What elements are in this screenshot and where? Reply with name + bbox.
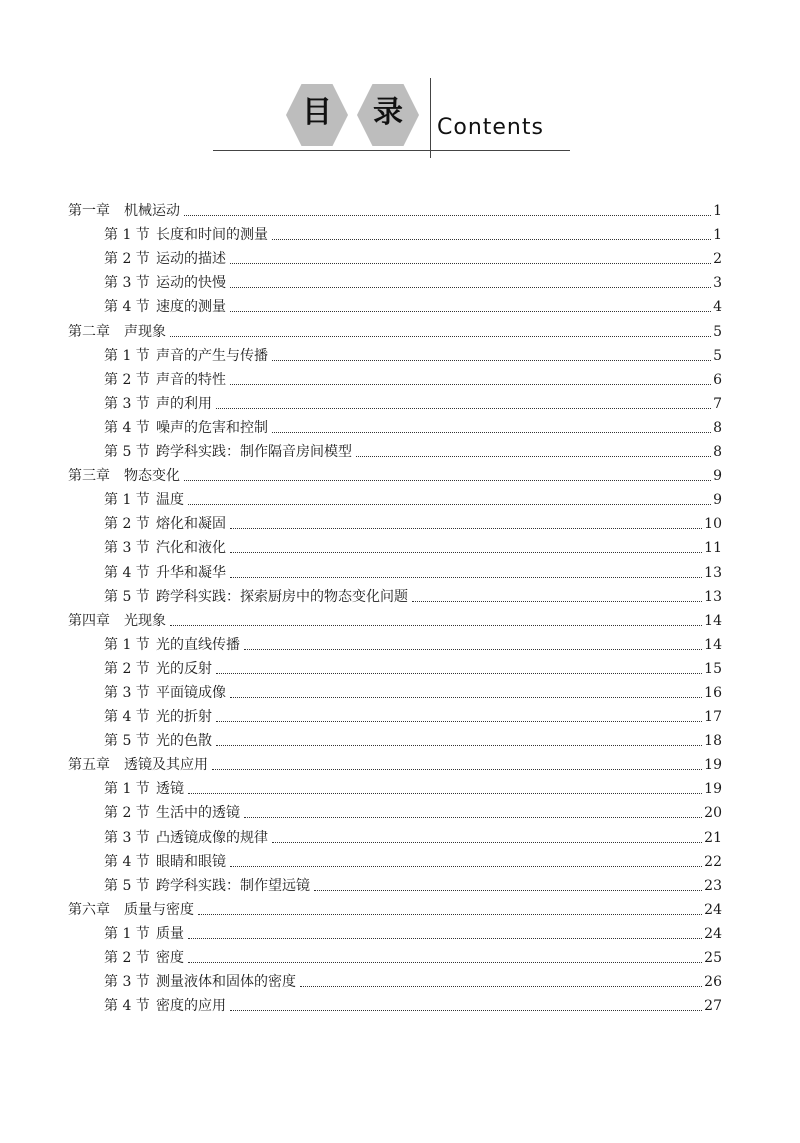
toc-entry-label: 第 4 节: [104, 709, 150, 726]
dot-leader: [216, 408, 711, 409]
dot-leader: [184, 480, 711, 481]
toc-entry-label: 第 3 节: [104, 540, 150, 557]
toc-section-row[interactable]: [68, 919, 722, 943]
toc-page-number: 18: [704, 733, 722, 750]
toc-section-row[interactable]: [68, 798, 722, 822]
toc-entry-title: 运动的快慢: [156, 275, 226, 292]
toc-entry-title: 熔化和凝固: [156, 516, 226, 533]
toc-entry-title: 密度: [156, 950, 184, 966]
toc-entry-label: 第 3 节: [104, 395, 150, 412]
toc-entry-title: 光的反射: [156, 660, 212, 677]
toc-entry-label: 第 2 节: [104, 950, 150, 966]
toc-page-number: 23: [704, 877, 722, 894]
toc-entry-title: 声的利用: [156, 395, 212, 412]
dot-leader: [272, 842, 702, 843]
toc-section-row[interactable]: [68, 726, 722, 750]
toc-section-row[interactable]: [68, 437, 722, 461]
toc-section-row[interactable]: [68, 991, 722, 1015]
toc-section-row[interactable]: [68, 365, 722, 389]
toc-page-number: 25: [704, 950, 722, 966]
toc-entry-label: 第 2 节: [104, 371, 150, 388]
toc-page-number: 19: [704, 757, 722, 774]
toc-page-number: 24: [704, 925, 722, 942]
dot-leader: [412, 601, 702, 602]
dot-leader: [300, 986, 702, 987]
toc-page-number: 3: [713, 275, 722, 292]
toc-section-row[interactable]: [68, 630, 722, 654]
toc-section-row[interactable]: [68, 774, 722, 798]
toc-entry-label: 第 3 节: [104, 275, 150, 292]
dot-leader: [230, 552, 702, 553]
contents-heading: Contents: [437, 115, 544, 140]
toc-entry-title: 生活中的透镜: [156, 805, 240, 822]
dot-leader: [230, 577, 702, 578]
toc-entry-title: 声音的特性: [156, 371, 226, 388]
toc-page-number: 22: [704, 853, 722, 870]
toc-entry-label: 第 5 节: [104, 877, 150, 894]
toc-page-number: 7: [713, 395, 722, 412]
dot-leader: [230, 384, 711, 385]
toc-chapter-row[interactable]: [68, 895, 722, 919]
dot-leader: [216, 721, 702, 722]
dot-leader: [170, 336, 711, 337]
toc-section-row[interactable]: [68, 413, 722, 437]
toc-entry-title: 跨学科实践：制作隔音房间模型: [156, 444, 352, 461]
toc-entry-title: 声音的产生与传播: [156, 347, 268, 364]
toc-entry-label: 第一章: [68, 203, 110, 220]
toc-page-number: 27: [704, 998, 722, 1015]
dot-leader: [188, 793, 702, 794]
toc-section-row[interactable]: [68, 341, 722, 365]
toc-entry-title: 光的折射: [156, 709, 212, 726]
toc-entry-label: 第 5 节: [104, 588, 150, 605]
toc-entry-label: 第 4 节: [104, 299, 150, 316]
toc-entry-title: 物态变化: [124, 468, 180, 485]
toc-entry-label: 第 5 节: [104, 733, 150, 750]
toc-entry-label: 第 1 节: [104, 781, 150, 798]
toc-entry-title: 运动的描述: [156, 251, 226, 268]
toc-page-number: 16: [704, 684, 722, 701]
toc-entry-title: 透镜: [156, 781, 184, 798]
dot-leader: [216, 673, 702, 674]
toc-entry-label: 第四章: [68, 612, 110, 629]
toc-page-number: 24: [704, 901, 722, 918]
toc-entry-title: 质量与密度: [124, 901, 194, 918]
heading-char-mu: 目: [302, 95, 332, 130]
toc-page-number: 14: [704, 636, 722, 653]
toc-section-row[interactable]: [68, 582, 722, 606]
toc-section-row[interactable]: [68, 871, 722, 895]
dot-leader: [230, 528, 702, 529]
toc-section-row[interactable]: [68, 654, 722, 678]
toc-section-row[interactable]: [68, 557, 722, 581]
dot-leader: [272, 432, 711, 433]
toc-page-number: 15: [704, 660, 722, 677]
toc-entry-label: 第二章: [68, 323, 110, 340]
toc-entry-title: 噪声的危害和控制: [156, 419, 268, 436]
toc-page-number: 1: [713, 203, 722, 220]
toc-entry-label: 第 2 节: [104, 516, 150, 533]
toc-entry-label: 第三章: [68, 468, 110, 485]
dot-leader: [188, 504, 711, 505]
toc-page-number: 13: [704, 564, 722, 581]
toc-page-number: 1: [713, 227, 722, 244]
dot-leader: [244, 649, 702, 650]
toc-page-number: 4: [713, 299, 722, 316]
dot-leader: [230, 311, 711, 312]
toc-section-row[interactable]: [68, 268, 722, 292]
toc-entry-label: 第 4 节: [104, 564, 150, 581]
toc-entry-label: 第 3 节: [104, 684, 150, 701]
toc-entry-title: 声现象: [124, 323, 166, 340]
toc-entry-title: 平面镜成像: [156, 684, 226, 701]
toc-entry-title: 光现象: [124, 612, 166, 629]
toc-page-number: 26: [704, 974, 722, 991]
toc-section-row[interactable]: [68, 967, 722, 991]
toc-section-row[interactable]: [68, 678, 722, 702]
toc-entry-title: 长度和时间的测量: [156, 227, 268, 244]
dot-leader: [212, 769, 702, 770]
dot-leader: [230, 1010, 702, 1011]
toc-entry-label: 第 3 节: [104, 829, 150, 846]
toc-section-row[interactable]: [68, 292, 722, 316]
toc-section-row[interactable]: [68, 220, 722, 244]
dot-leader: [272, 239, 711, 240]
toc-entry-label: 第 4 节: [104, 998, 150, 1015]
toc-entry-title: 光的直线传播: [156, 636, 240, 653]
toc-page-number: 2: [713, 251, 722, 268]
toc-section-row[interactable]: [68, 485, 722, 509]
toc-entry-title: 速度的测量: [156, 299, 226, 316]
toc-entry-label: 第 2 节: [104, 805, 150, 822]
toc-entry-label: 第 4 节: [104, 853, 150, 870]
dot-leader: [216, 745, 702, 746]
toc-section-row[interactable]: [68, 244, 722, 268]
toc-page-number: 20: [704, 805, 722, 822]
toc-page-number: 11: [704, 540, 722, 557]
header-horizontal-divider: [213, 150, 570, 151]
toc-chapter-row[interactable]: [68, 606, 722, 630]
toc-entry-label: 第 5 节: [104, 444, 150, 461]
toc-entry-label: 第 2 节: [104, 660, 150, 677]
toc-section-row[interactable]: [68, 509, 722, 533]
dot-leader: [244, 817, 702, 818]
toc-entry-label: 第 1 节: [104, 492, 150, 509]
dot-leader: [230, 697, 702, 698]
toc-page-number: 17: [704, 709, 722, 726]
dot-leader: [184, 215, 711, 216]
toc-section-row[interactable]: [68, 533, 722, 557]
toc-page-number: 9: [713, 468, 722, 485]
toc-page-number: 14: [704, 612, 722, 629]
toc-page-number: 5: [713, 323, 722, 340]
dot-leader: [198, 914, 702, 915]
toc-chapter-row[interactable]: [68, 461, 722, 485]
toc-page-number: 5: [713, 347, 722, 364]
dot-leader: [356, 456, 711, 457]
toc-entry-title: 跨学科实践：制作望远镜: [156, 877, 310, 894]
header-vertical-divider: [430, 78, 431, 158]
toc-entry-title: 升华和凝华: [156, 564, 226, 581]
toc-page-number: 21: [704, 829, 722, 846]
toc-entry-label: 第 4 节: [104, 419, 150, 436]
toc-page-number: 13: [704, 588, 722, 605]
toc-entry-label: 第 2 节: [104, 251, 150, 268]
toc-entry-title: 凸透镜成像的规律: [156, 829, 268, 846]
toc-page-number: 8: [713, 419, 722, 436]
dot-leader: [188, 938, 702, 939]
toc-page-number: 10: [704, 516, 722, 533]
table-of-contents: [68, 196, 722, 1015]
toc-entry-label: 第六章: [68, 901, 110, 918]
toc-chapter-row[interactable]: [68, 196, 722, 220]
toc-entry-title: 质量: [156, 925, 184, 942]
heading-char-lu: 录: [373, 95, 403, 130]
toc-page-number: 6: [713, 371, 722, 388]
dot-leader: [230, 287, 711, 288]
dot-leader: [272, 360, 711, 361]
toc-entry-label: 第 3 节: [104, 974, 150, 991]
toc-chapter-row[interactable]: [68, 750, 722, 774]
toc-entry-label: 第 1 节: [104, 636, 150, 653]
toc-page-number: 9: [713, 492, 722, 509]
toc-entry-title: 机械运动: [124, 203, 180, 220]
dot-leader: [314, 890, 702, 891]
dot-leader: [230, 263, 711, 264]
toc-page-number: 19: [704, 781, 722, 798]
dot-leader: [230, 866, 702, 867]
dot-leader: [170, 625, 702, 626]
toc-entry-title: 汽化和液化: [156, 540, 226, 557]
toc-entry-title: 密度的应用: [156, 998, 226, 1015]
toc-section-row[interactable]: [68, 389, 722, 413]
toc-entry-title: 眼睛和眼镜: [156, 853, 226, 870]
toc-section-row[interactable]: [68, 702, 722, 726]
toc-entry-title: 测量液体和固体的密度: [156, 974, 296, 991]
toc-entry-title: 跨学科实践：探索厨房中的物态变化问题: [156, 588, 408, 605]
toc-entry-label: 第 1 节: [104, 347, 150, 364]
toc-entry-label: 第 1 节: [104, 925, 150, 942]
toc-entry-title: 透镜及其应用: [124, 757, 208, 774]
toc-section-row[interactable]: [68, 943, 722, 967]
toc-entry-label: 第 1 节: [104, 227, 150, 244]
toc-section-row[interactable]: [68, 847, 722, 871]
toc-section-row[interactable]: [68, 822, 722, 846]
toc-entry-title: 光的色散: [156, 733, 212, 750]
toc-chapter-row[interactable]: [68, 316, 722, 340]
toc-entry-label: 第五章: [68, 757, 110, 774]
toc-entry-title: 温度: [156, 492, 184, 509]
toc-page-number: 8: [713, 444, 722, 461]
dot-leader: [188, 962, 702, 963]
